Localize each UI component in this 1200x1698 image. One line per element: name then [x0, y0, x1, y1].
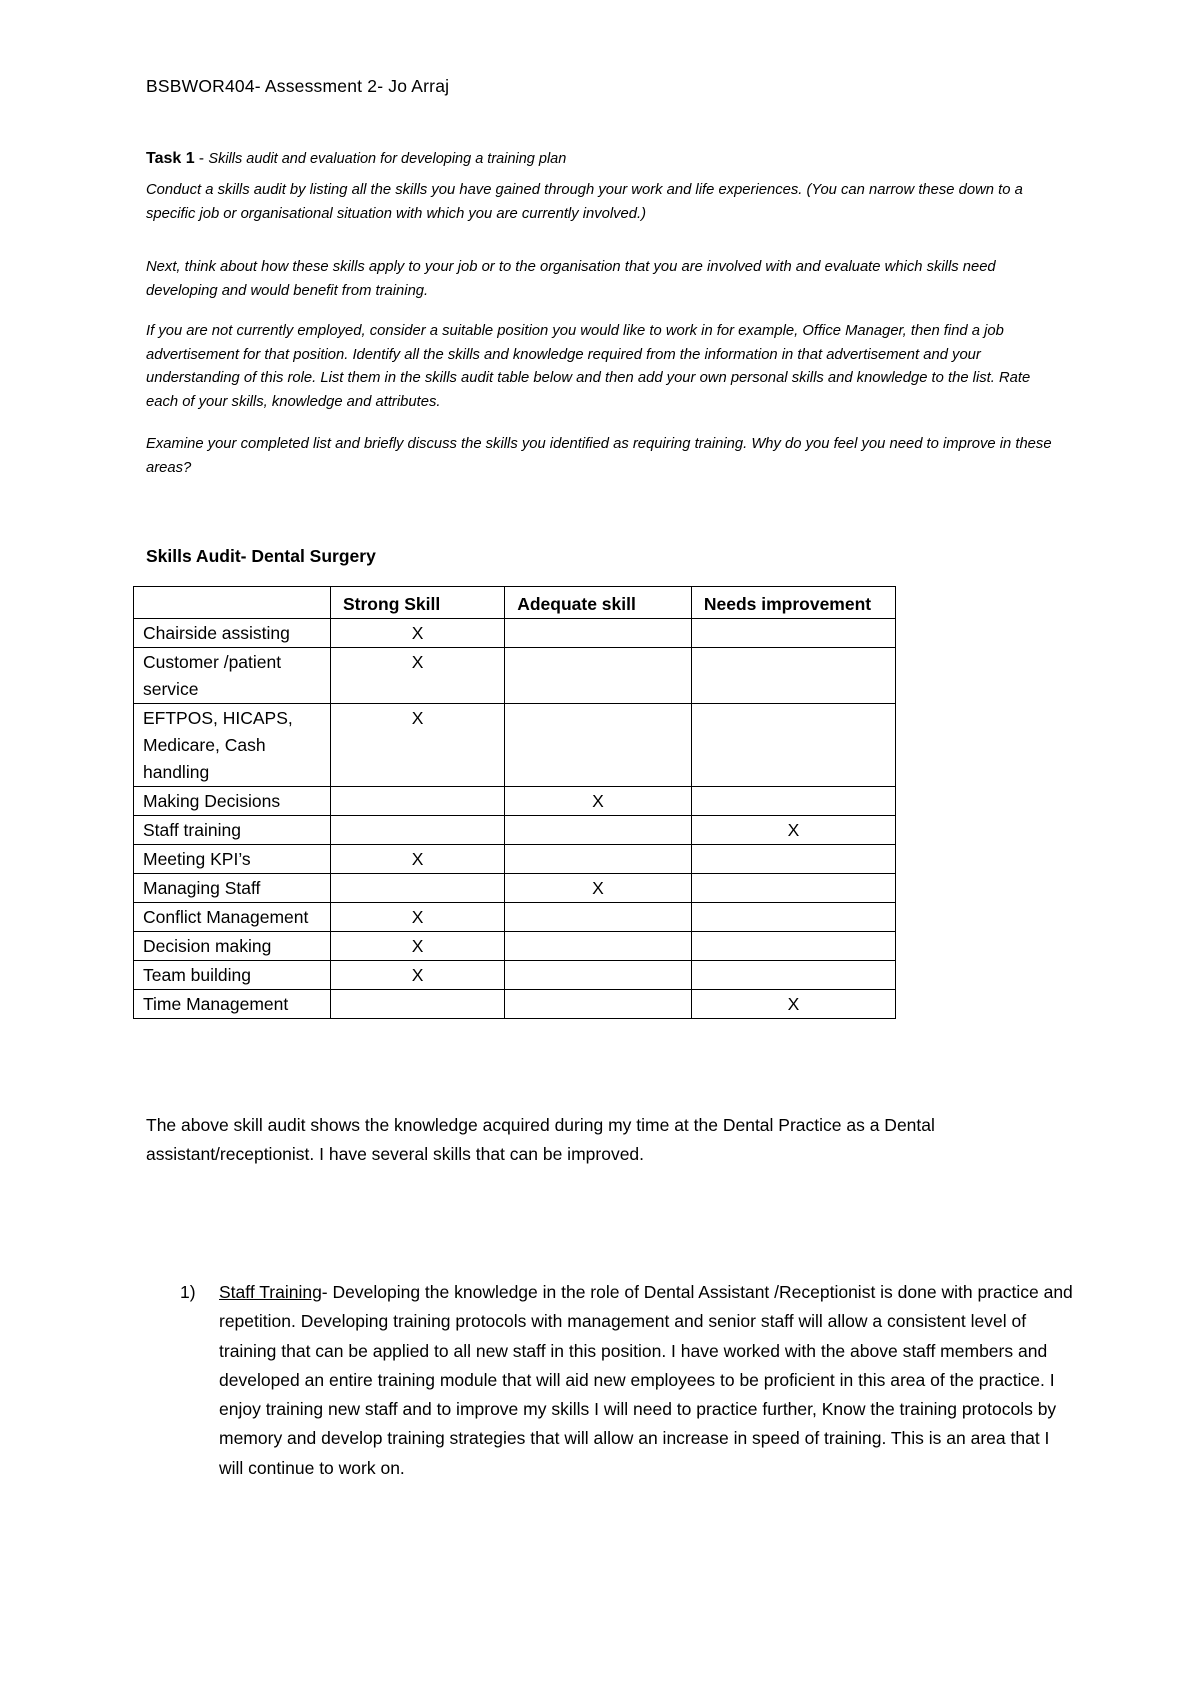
- adequate-cell: [505, 903, 692, 932]
- skill-cell: Making Decisions: [134, 787, 331, 816]
- needs-cell: [691, 932, 895, 961]
- skill-cell: Staff training: [134, 816, 331, 845]
- skill-cell: Conflict Management: [134, 903, 331, 932]
- needs-cell: [691, 961, 895, 990]
- adequate-cell: [505, 932, 692, 961]
- strong-cell: [331, 874, 505, 903]
- table-row: [134, 845, 896, 874]
- needs-cell: [691, 787, 895, 816]
- table-row: [134, 874, 896, 903]
- document-header: BSBWOR404- Assessment 2- Jo Arraj: [146, 76, 450, 96]
- strong-cell: X: [331, 903, 505, 932]
- skill-cell: Meeting KPI’s: [134, 845, 331, 874]
- skill-cell: EFTPOS, HICAPS, Medicare, Cash handling: [134, 704, 331, 787]
- adequate-cell: X: [505, 787, 692, 816]
- task-heading: [146, 150, 566, 168]
- instruction-paragraph: Examine your completed list and briefly discuss the skills you identified as requiring training. Why do you feel you need to improve in these areas?: [146, 436, 1052, 476]
- skill-cell: Customer /patient service: [134, 648, 331, 704]
- needs-cell: X: [691, 990, 895, 1019]
- audit-title: Skills Audit- Dental Surgery: [146, 546, 376, 566]
- adequate-cell: [505, 845, 692, 874]
- strong-cell: X: [331, 648, 505, 704]
- skill-cell: Time Management: [134, 990, 331, 1019]
- strong-cell: X: [331, 961, 505, 990]
- adequate-cell: [505, 816, 692, 845]
- adequate-cell: [505, 961, 692, 990]
- strong-cell: X: [331, 845, 505, 874]
- strong-cell: X: [331, 704, 505, 787]
- adequate-cell: X: [505, 874, 692, 903]
- table-row: [134, 648, 896, 704]
- table-row: [134, 903, 896, 932]
- adequate-cell: [505, 990, 692, 1019]
- instruction-paragraph: If you are not currently employed, consider a suitable position you would like to work in for example, Office Manager, then find a job advertisement for that position. Identify all the skills and knowledge required from the information in that advertisement and your understanding of this role. List them in the skills audit table below and then add your own personal skills and knowledge to the list. Rate each of your skills, knowledge and attributes.: [146, 323, 1031, 410]
- needs-cell: [691, 704, 895, 787]
- adequate-cell: [505, 648, 692, 704]
- task-subtitle: Skills audit and evaluation for developing a training plan: [208, 151, 567, 167]
- column-header-needs: Needs improvement: [691, 587, 895, 619]
- needs-cell: [691, 845, 895, 874]
- skill-cell: Managing Staff: [134, 874, 331, 903]
- column-header-strong: Strong Skill: [331, 587, 505, 619]
- skill-cell: Chairside assisting: [134, 619, 331, 648]
- column-header-skill: [134, 587, 331, 619]
- summary-paragraph: The above skill audit shows the knowledge acquired during my time at the Dental Practice as a Dental assistant/receptionist. I have several skills that can be improved.: [146, 1115, 935, 1164]
- list-item-heading: Staff Training: [219, 1282, 322, 1302]
- skill-cell: Decision making: [134, 932, 331, 961]
- strong-cell: X: [331, 619, 505, 648]
- needs-cell: [691, 903, 895, 932]
- needs-cell: X: [691, 816, 895, 845]
- table-row: [134, 932, 896, 961]
- table-row: [134, 787, 896, 816]
- table-row: [134, 816, 896, 845]
- list-item-number: 1): [180, 1282, 196, 1302]
- strong-cell: [331, 990, 505, 1019]
- needs-cell: [691, 619, 895, 648]
- adequate-cell: [505, 704, 692, 787]
- task-separator: -: [194, 150, 209, 167]
- adequate-cell: [505, 619, 692, 648]
- instruction-paragraph: Conduct a skills audit by listing all the skills you have gained through your work and life experiences. (You can narrow these down to a specific job or organisational situation with which you are currently involved.): [146, 182, 1023, 222]
- skill-cell: Team building: [134, 961, 331, 990]
- table-header-row: [134, 587, 896, 619]
- strong-cell: [331, 816, 505, 845]
- strong-cell: [331, 787, 505, 816]
- strong-cell: X: [331, 932, 505, 961]
- list-item-text: [219, 1278, 1074, 1483]
- task-label: Task 1: [146, 150, 195, 167]
- skills-audit-table: [133, 586, 896, 1019]
- list-item-body: - Developing the knowledge in the role of Dental Assistant /Receptionist is done with practice and repetition. Developing training protocols with management and senior staff will allow a consistent level of training that can be applied to all new staff in this position. I have worked with the above staff members and developed an entire training module that will aid new employees to be proficient in this area of the practice. I enjoy training new staff and to improve my skills I will need to practice further, Know the training protocols by memory and develop training strategies that will allow an increase in speed of training. This is an area that I will continue to work on.: [219, 1282, 1073, 1478]
- needs-cell: [691, 648, 895, 704]
- column-header-adequate: Adequate skill: [505, 587, 692, 619]
- table-row: [134, 619, 896, 648]
- instruction-paragraph: Next, think about how these skills apply to your job or to the organisation that you are involved with and evaluate which skills need developing and would benefit from training.: [146, 259, 996, 299]
- table-row: [134, 990, 896, 1019]
- table-row: [134, 961, 896, 990]
- needs-cell: [691, 874, 895, 903]
- table-row: [134, 704, 896, 787]
